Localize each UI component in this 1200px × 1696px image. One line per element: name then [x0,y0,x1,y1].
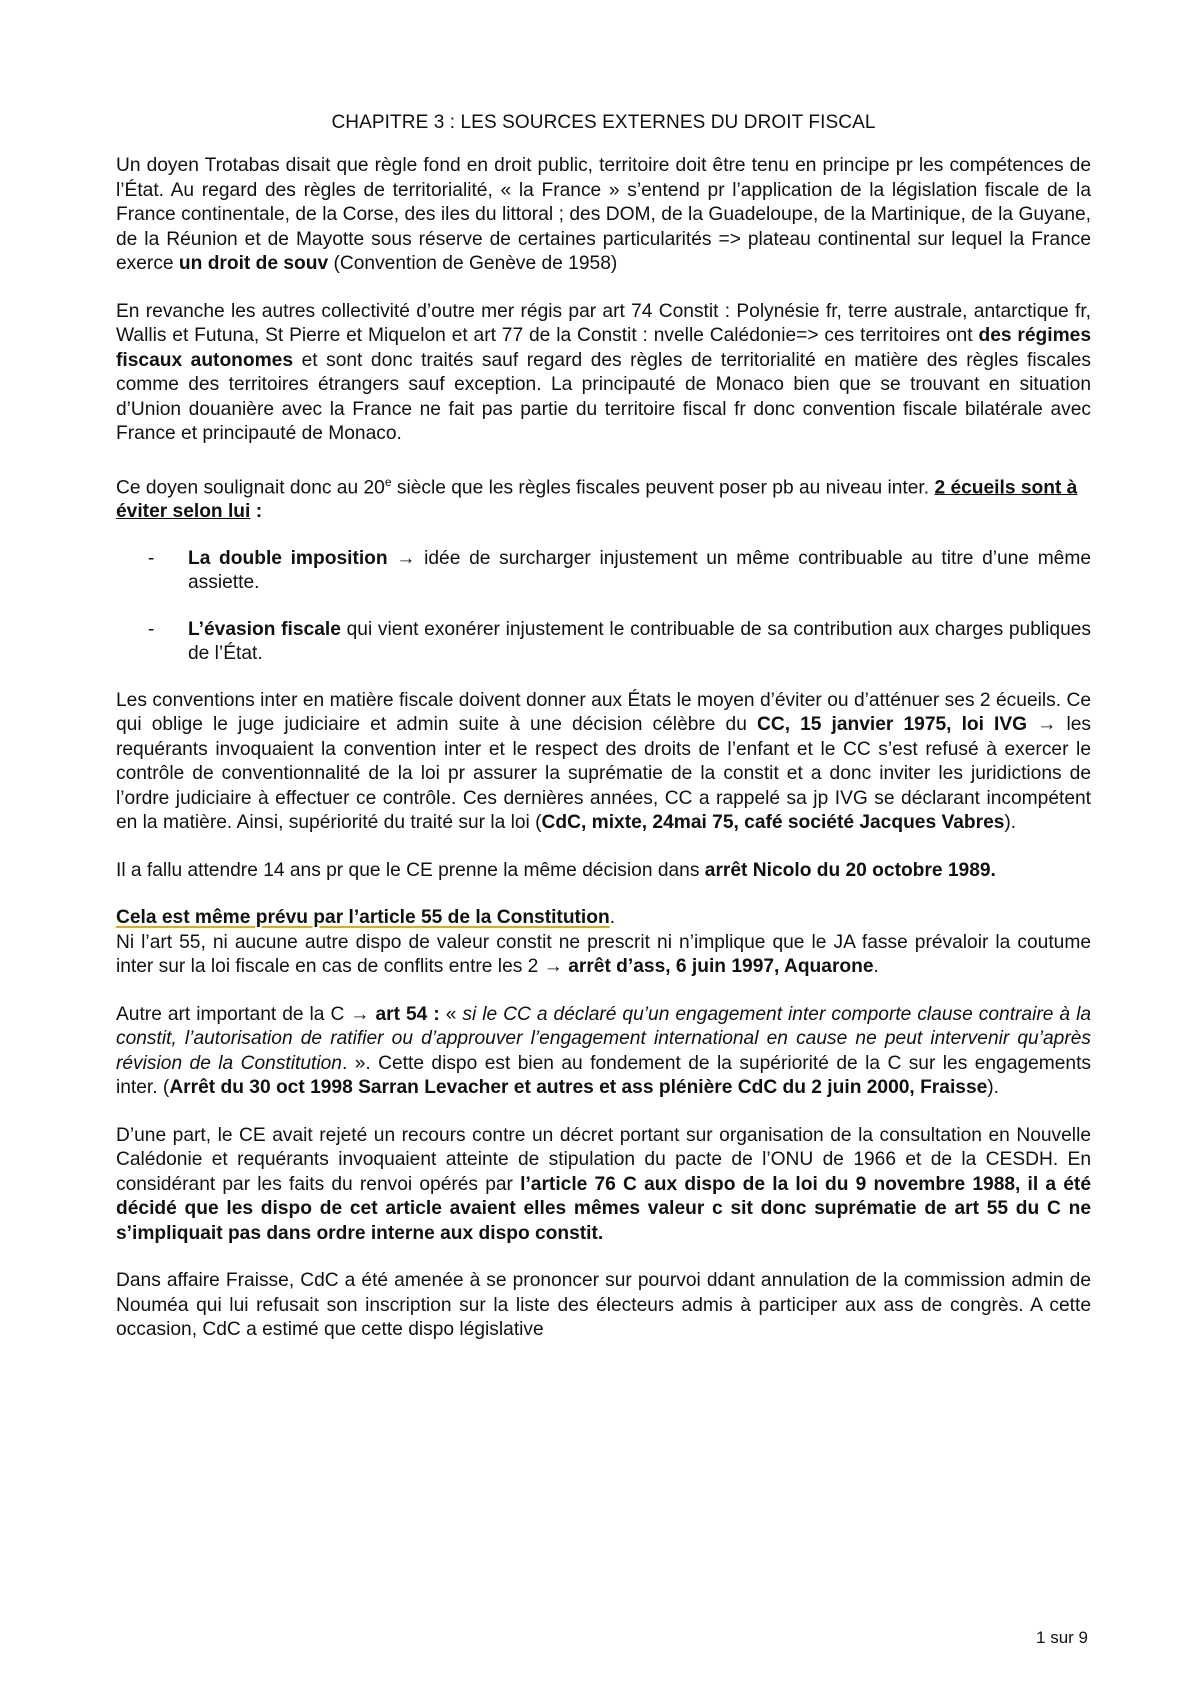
paragraph-fraisse: Dans affaire Fraisse, CdC a été amenée à se prononcer sur pourvoi ddant annulation de la commission admin de Nouméa qui lui refusait son inscription sur la liste des électeurs admis à participer aux ass de congrès. A cette occasion, CdC a estimé que cette dispo législative [116,1270,1091,1341]
chapter-title: CHAPITRE 3 : LES SOURCES EXTERNES DU DROIT FISCAL [331,112,876,133]
document-page [116,112,1091,1343]
superscript: e [384,474,392,489]
page-number: 1 sur 9 [1036,1628,1088,1647]
highlighted-heading: Cela est même prévu par l’article 55 de la Constitution [116,907,610,929]
paragraph-article-55: Cela est même prévu par l’article 55 de la Constitution. Ni l’art 55, ni aucune autre dispo de valeur constit ne prescrit ni n’implique que le JA fasse prévaloir la coutume inter sur la loi fiscale en cas de conflits entre les 2 → arrêt d’ass, 6 juin 1997, Aquarone. [116,907,1091,978]
pitfalls-list [116,547,1091,667]
bold-phrase: un droit de souv [178,253,329,274]
dash-bullet: - [148,618,155,640]
dash-bullet: - [148,547,155,569]
paragraph-overseas-collectivities: En revanche les autres collectivité d’outre mer régis par art 74 Constit : Polynésie fr, terre australe, antarctique fr, Wallis et Futuna, St Pierre et Miquelon et art 77 de la Constit : nvelle Calédonie=> ces territoires ont des régimes fiscaux autonomes et sont donc traités sauf regard des règles de territorialité en matière des règles fiscales comme des territoires étrangers sauf exception. La principauté de Monaco bien que se trouvant en situation d’Union douanière avec la France ne fait pas partie du territoire fiscal fr donc convention fiscale bilatérale avec France et principauté de Monaco. [116,300,1091,444]
paragraph-territoriality: Un doyen Trotabas disait que règle fond en droit public, territoire doit être tenu en principe pr les compétences de l’État. Au regard des règles de territorialité, « la France » s’entend pr l’application de la législation fiscale de la France continentale, de la Corse, des iles du littoral ; des DOM, de la Guadeloupe, de la Martinique, de la Guyane, de la Réunion et de Mayotte sous réserve de certaines particularités => plateau continental sur lequel la France exerce un droit de souv (Convention de Genève de 1958) [116,155,1091,274]
paragraph-two-pitfalls: Ce doyen soulignait donc au 20e siècle que les règles fiscales peuvent poser pb au niveau inter. 2 écueils sont à éviter selon lui : [116,474,1078,523]
paragraph-nicolo: Il a fallu attendre 14 ans pr que le CE prenne la même décision dans arrêt Nicolo du 20 octobre 1989. [116,859,996,881]
paragraph-new-caledonia: D’une part, le CE avait rejeté un recours contre un décret portant sur organisation de la consultation en Nouvelle Calédonie et requérants invoquaient atteinte de stipulation du pacte de l’ONU de 1966 et de la CESDH. En considérant par les faits du renvoi opérés par l’article 76 C aux dispo de la loi du 9 novembre 1988, il a été décidé que les dispo de cet article avaient elles mêmes valeur c sit donc suprématie de art 55 du C ne s’impliquait pas dans ordre interne aux dispo constit. [116,1124,1091,1244]
paragraph-article-54: Autre art important de la C → art 54 : « si le CC a déclaré qu’un engagement inter comporte clause contraire à la constit, l’autorisation de ratifier ou d’approuver l’engagement international en cause ne peut intervenir qu’après révision de la Constitution. ». Cette dispo est bien au fondement de la supériorité de la C sur les engagements inter. (Arrêt du 30 oct 1998 Sarran Levacher et autres et ass plénière CdC du 2 juin 2000, Fraisse). [116,1003,1092,1099]
list-item: - La double imposition → idée de surcharger injustement un même contribuable au titre d’une même assiette. [148,547,1091,594]
italic-quote: si le CC a déclaré qu’un engagement inter comporte clause contraire à la constit, l’autorisation de ratifier ou d’approuver l’engagement international en cause ne peut intervenir qu’après révision de la Constitution [116,1003,1092,1074]
paragraph-conventions: Les conventions inter en matière fiscale doivent donner aux États le moyen d’éviter ou d’atténuer ses 2 écueils. Ce qui oblige le juge judiciaire et admin suite à une décision célèbre du CC, 15 janvier 1975, loi IVG → les requérants invoquaient la convention inter et le respect des droits de l’enfant et le CC s’est refusé à exercer le contrôle de conventionnalité de la loi pr assurer la suprématie de la constit et a donc inviter les juridictions de l’ordre judiciaire à effectuer ce contrôle. Ces dernières années, CC a rappelé sa jp IVG se déclarant incompétent en la matière. Ainsi, supériorité du traité sur la loi (CdC, mixte, 24mai 75, café société Jacques Vabres). [116,689,1091,834]
underlined-bold-phrase: 2 écueils sont à éviter selon lui [116,476,1078,523]
bold-phrase: des régimes fiscaux autonomes [116,325,1091,371]
list-item: - L’évasion fiscale qui vient exonérer injustement le contribuable de sa contribution aux charges publiques de l’État. [148,618,1092,665]
